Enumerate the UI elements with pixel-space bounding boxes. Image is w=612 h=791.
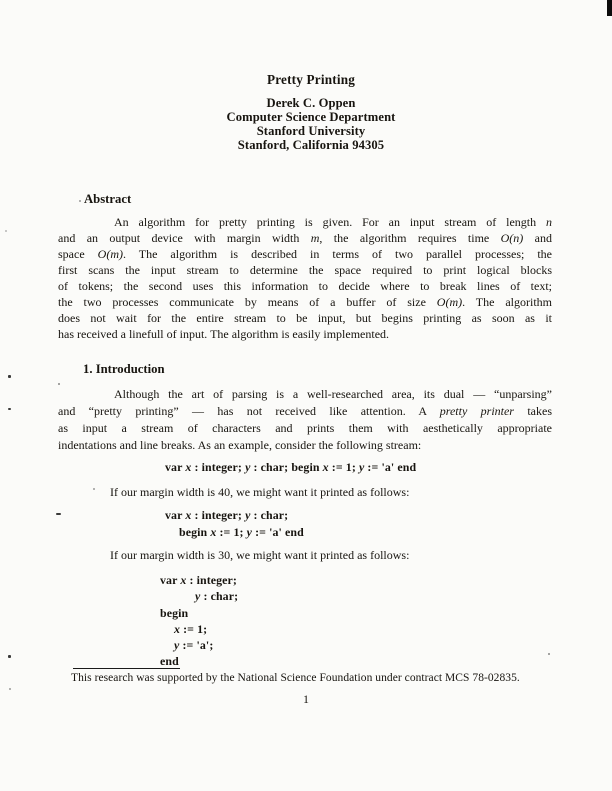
code-example-margin30 (160, 572, 238, 670)
scan-speck (9, 688, 11, 690)
text-line: var x : integer; y : char; begin x := 1; y := 'a' end (165, 460, 417, 474)
scan-speck (5, 230, 7, 232)
scan-speck (548, 653, 550, 655)
text-line: indentations and line breaks. As an example, consider the following stream: (58, 438, 422, 452)
code-example-margin40 (165, 507, 304, 541)
margin30-sentence: If our margin width is 30, we might want it printed as follows: (110, 548, 410, 562)
text-line: space O(m). The algorithm is described in terms of two parallel processes; the (58, 247, 552, 261)
section-heading-abstract: Abstract (84, 192, 132, 206)
affiliation-lines (10, 110, 612, 152)
section-heading-introduction: 1. Introduction (83, 362, 165, 376)
text-line: y : char; (195, 589, 239, 604)
text-line: the two processes communicate by means of a buffer of size O(m). The algorithm (58, 295, 552, 309)
scan-corner-mark (607, 0, 612, 16)
text-line: does not wait for the entire stream to be input, but begins printing as soon as it (58, 311, 552, 325)
code-example-stream (165, 459, 416, 476)
text-line: begin (160, 605, 189, 620)
scan-speck (8, 655, 11, 658)
text-line: y := 'a'; (174, 638, 214, 653)
page-number: 1 (303, 692, 309, 706)
introduction-paragraph (58, 386, 552, 454)
text-line: Stanford, California 94305 (237, 138, 385, 153)
text-line: Although the art of parsing is a well-researched area, its dual — “unparsing” (114, 387, 552, 401)
text-line: An algorithm for pretty printing is given. For an input stream of length n (114, 215, 552, 229)
text-line: and an output device with margin width m, the algorithm requires time O(n) and (58, 231, 553, 245)
text-line: Computer Science Department (226, 110, 396, 125)
text-line: begin x := 1; y := 'a' end (179, 524, 304, 539)
scan-speck (56, 513, 61, 515)
text-line: first scans the input stream to determine the space required to print logical blocks (58, 263, 552, 277)
margin40-sentence: If our margin width is 40, we might want it printed as follows: (110, 485, 410, 499)
text-line: var x : integer; (160, 573, 237, 587)
text-line: has received a linefull of input. The algorithm is easily implemented. (58, 327, 390, 341)
text-line: of tokens; the second uses this information to decide where to break lines of text; (58, 279, 552, 293)
scan-speck (8, 375, 11, 378)
text-line: end (160, 654, 179, 669)
text-line: x := 1; (174, 621, 208, 636)
author-name: Derek C. Oppen (266, 96, 356, 110)
scan-speck (79, 200, 81, 202)
footnote-text: This research was supported by the National Science Foundation under contract MCS 78-02835. (71, 672, 520, 684)
page-title: Pretty Printing (266, 72, 356, 87)
scan-speck (8, 408, 11, 410)
text-line: var x : integer; y : char; (165, 508, 289, 522)
author-block (10, 96, 612, 152)
text-line: Stanford University (256, 124, 366, 139)
scan-speck (58, 383, 60, 385)
scan-speck (93, 488, 95, 490)
footnote-rule (73, 668, 180, 669)
abstract-paragraph (58, 214, 552, 342)
text-line: as input a stream of characters and prints them with aesthetically appropriate (58, 421, 552, 435)
text-line: and “pretty printing” — has not received like attention. A pretty printer takes (58, 404, 552, 418)
